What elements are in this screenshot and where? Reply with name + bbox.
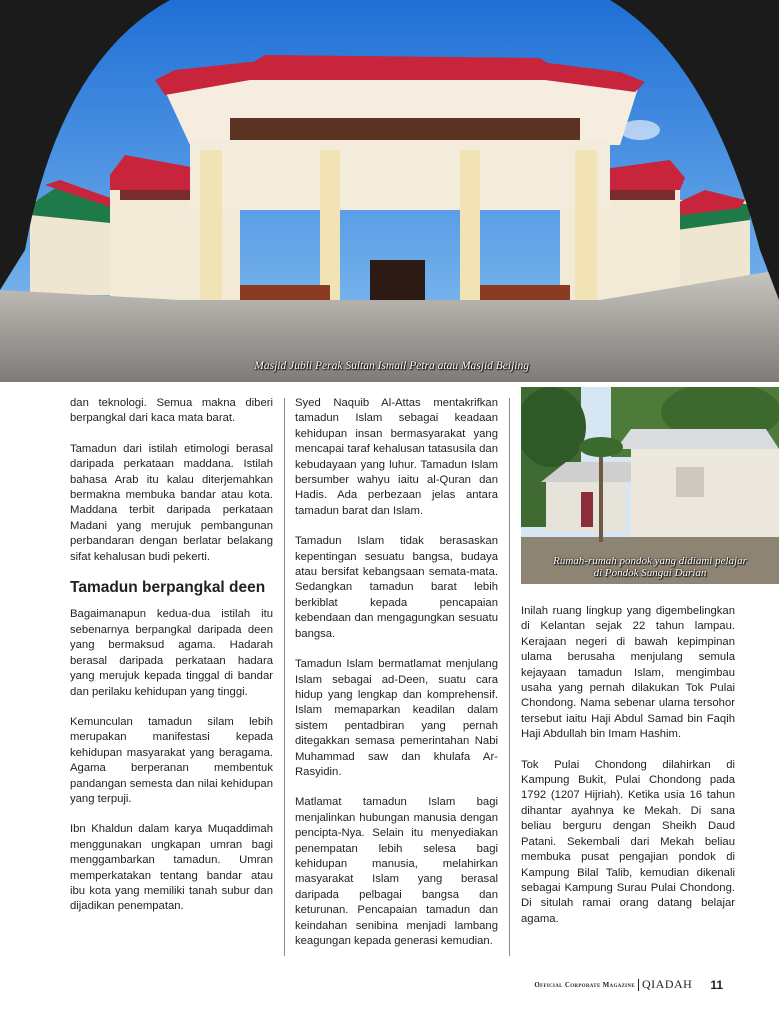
hero-caption: Masjid Jubli Perak Sultan Ismail Petra atau Masjid Beijing xyxy=(254,360,529,372)
column-divider xyxy=(284,398,285,956)
paragraph: Syed Naquib Al-Attas mentakrifkan tamadun Islam sebagai keadaan kehidupan insan bermasyarakat yang mencapai taraf kehalusan tatasusila dan kebudayaan yang luhur. Tamadun Islam bersumber wahyu iaitu al-Quran dan Hadis. Ada perbezaan jelas antara tamadun barat dan Islam. xyxy=(295,397,498,517)
paragraph: Inilah ruang lingkup yang digembelingkan di Kelantan sejak 22 tahun lampau. Kerajaan negeri di bawah kepimpinan ulama berusaha menjulang semula kejayaan tamadun Islam, mengimbau usaha yang pernah dilakukan Tok Pulai Chondong. Nama sebenar ulama tersohor tersebut iaitu Haji Abdul Samad bin Faqih Haji Abdullah bin Imam Hashim. xyxy=(521,605,735,741)
side-photo-caption: di Pondok Sungai Durian xyxy=(593,567,707,579)
magazine-label: Official Corporate Magazine xyxy=(534,980,635,989)
mosque-illustration xyxy=(0,0,779,382)
column-divider xyxy=(509,398,510,956)
paragraph: dan teknologi. Semua makna diberi berpangkal dari kaca mata barat. xyxy=(70,397,273,425)
text-column-1 xyxy=(70,396,273,915)
page-number: 11 xyxy=(710,977,723,992)
paragraph: Tamadun dari istilah etimologi berasal daripada perkataan maddana. Istilah bahasa Arab itu kalau diterjemahkan bermakna membuka bandar atau kota. Maddana terbit daripada perkataan Madani yang merujuk pembangunan perbandaran dengan berlatar belakang sifat kehalusan budi pekerti. xyxy=(70,442,273,563)
side-photo xyxy=(521,387,779,584)
side-photo-caption: Rumah-rumah pondok yang didiami pelajar xyxy=(553,555,747,567)
footer-separator xyxy=(638,979,639,991)
paragraph: Tok Pulai Chondong dilahirkan di Kampung Bukit, Pulai Chondong pada 1792 (1207 Hijriah). Ketika usia 16 tahun dihantar ayahnya ke Mekah. Di sana beliau berguru dengan Sheikh Daud Patani. Sekembali dari Mekah beliau membuka pusat pengajian pondok di Kampung Bilal Talib, kemudian dikenali sebagai Kampung Surau Pulai Chondong. Di situlah ramai orang datang belajar agama. xyxy=(521,758,735,925)
paragraph: Ibn Khaldun dalam karya Muqaddimah menggunakan ungkapan umran bagi menggambarkan tamadun. Umran memperkatakan tentang bandar atau ibu kota yang memiliki tanah subur dan dijadikan penempatan. xyxy=(70,823,273,913)
page-footer xyxy=(534,977,723,992)
paragraph: Tamadun Islam tidak berasaskan kepentingan sesuatu bangsa, budaya atau bersifat kebangsaan semata-mata. Sedangkan tamadun barat lebih berkiblat kepada pencapaian kebendaan dan mengagungkan sesuatu bangsa. xyxy=(295,535,498,640)
paragraph: Tamadun Islam bermatlamat menjulang Islam sebagai ad-Deen, suatu cara hidup yang lengkap dan komprehensif. Islam memaparkan keadilan dalam sistem pentadbiran yang pernah ditegakkan semasa pemerintahan Nabi Muhammad saw dan khulafa Ar-Rasyidin. xyxy=(295,658,498,778)
paragraph: Bagaimanapun kedua-dua istilah itu sebenarnya berpangkal daripada deen yang bermaksud agama. Hadarah berasal daripada perkataan hadara yang merujuk kepada tinggal di bandar dan perilaku kehidupan yang tinggi. xyxy=(70,608,273,698)
text-column-2 xyxy=(295,396,498,949)
text-column-3 xyxy=(521,604,735,927)
paragraph: Kemunculan tamadun silam lebih merupakan manifestasi kepada kehidupan masyarakat yang beragama. Agama berperanan membentuk pandangan semesta dan nilai kehidupan yang terpuji. xyxy=(70,715,273,805)
paragraph: Matlamat tamadun Islam bagi menjalinkan hubungan manusia dengan pencipta-Nya. Selain itu menyediakan penempatan lebih selesa bagi kehidupan manusia, melahirkan masyarakat Islam yang berasal daripada pelbagai bangsa dan keturunan. Pencapaian tamadun dan keindahan senibina menjadi lambang keagungan kepada generasi kemudian. xyxy=(295,796,498,947)
hero-photo xyxy=(0,0,779,382)
section-heading: Tamadun berpangkal deen xyxy=(70,579,266,597)
magazine-brand: QIADAH xyxy=(641,977,693,991)
